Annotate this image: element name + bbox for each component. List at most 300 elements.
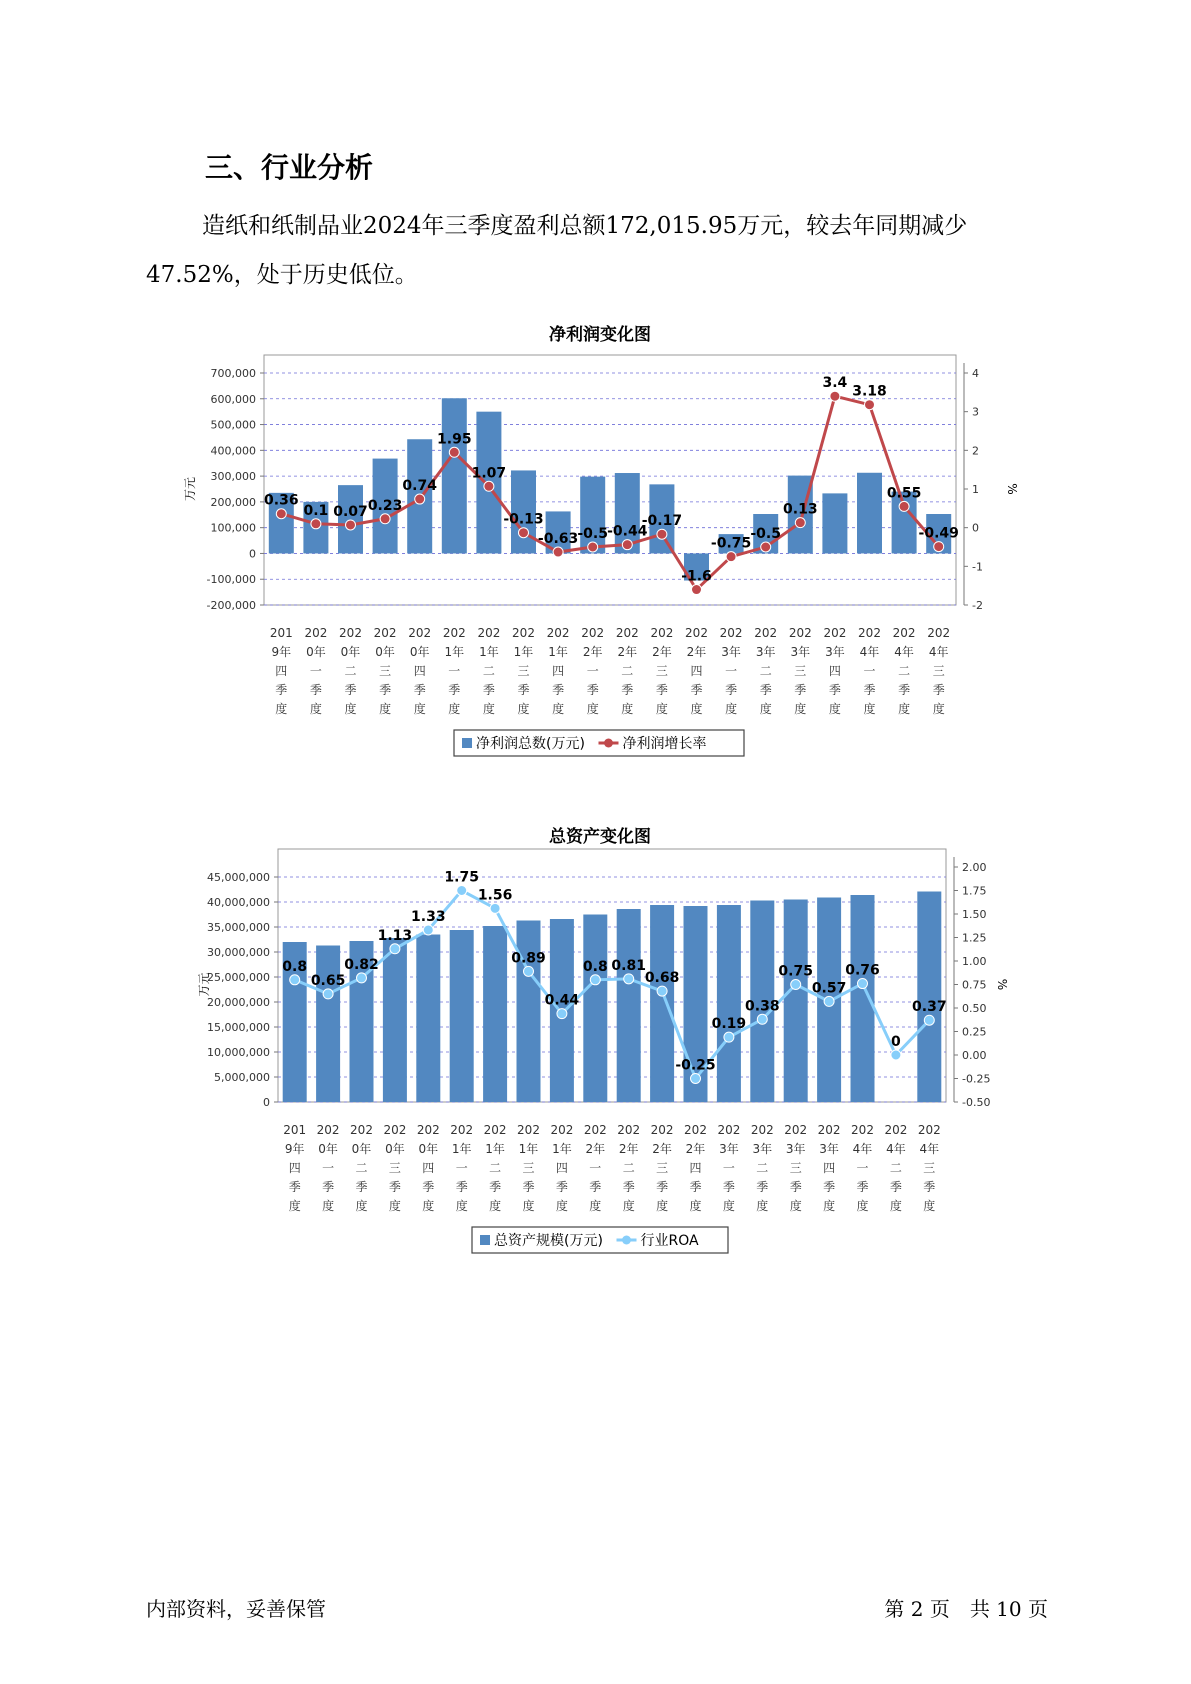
x-tick-label: 202 <box>350 1123 373 1137</box>
x-tick-label: 0年 <box>340 645 361 659</box>
data-label: 0.37 <box>912 999 947 1016</box>
line-point <box>290 975 300 985</box>
line-point <box>357 973 367 983</box>
x-tick-label: 202 <box>851 1123 874 1137</box>
data-label: 1.95 <box>437 431 472 448</box>
x-tick-label: 202 <box>550 1123 574 1137</box>
x-tick-label: 1年 <box>548 645 568 659</box>
x-tick-label: 度 <box>622 1199 635 1213</box>
x-tick-label: 202 <box>884 1123 908 1137</box>
y-tick-label: 10,000,000 <box>207 1046 270 1059</box>
x-tick-label: 季 <box>898 683 911 697</box>
x-tick-label: 202 <box>754 626 778 640</box>
y-tick-label: 0 <box>263 1096 270 1109</box>
x-tick-label: 1年 <box>444 645 465 659</box>
x-tick-label: 四 <box>422 1161 435 1175</box>
footer-note: 内部资料，妥善保管 <box>146 1597 326 1621</box>
x-tick-label: 202 <box>477 626 501 640</box>
x-tick-label: 2年 <box>685 1142 706 1156</box>
x-tick-label: 度 <box>621 702 634 716</box>
x-tick-label: 202 <box>373 626 397 640</box>
x-tick-label: 一 <box>322 1161 335 1175</box>
y2-tick-label: 3 <box>972 405 979 419</box>
data-label: 0.07 <box>333 503 368 520</box>
chart-title: 总资产变化图 <box>549 827 651 847</box>
x-tick-label: 2年 <box>617 645 638 659</box>
line-point <box>323 989 333 999</box>
x-tick-label: 季 <box>656 1180 669 1194</box>
y-tick-label: 25,000,000 <box>207 971 270 984</box>
x-tick-label: 四 <box>413 664 426 678</box>
x-tick-label: 四 <box>823 1161 836 1175</box>
x-tick-label: 202 <box>823 626 847 640</box>
x-tick-label: 季 <box>448 683 461 697</box>
line-point <box>423 925 433 935</box>
data-label: -0.63 <box>537 531 579 548</box>
x-tick-label: 202 <box>517 1123 540 1137</box>
data-label: 1.75 <box>444 869 479 886</box>
x-tick-label: 202 <box>316 1123 340 1137</box>
line-point <box>692 585 702 595</box>
y-tick-label: 0 <box>249 547 256 561</box>
x-tick-label: 9年 <box>284 1142 305 1156</box>
x-tick-label: 四 <box>828 664 841 678</box>
x-tick-label: 202 <box>383 1123 407 1137</box>
x-tick-label: 202 <box>546 626 570 640</box>
x-tick-label: 一 <box>589 1161 602 1175</box>
y-tick-label: 700,000 <box>210 367 256 380</box>
x-tick-label: 度 <box>388 1199 401 1213</box>
x-tick-label: 度 <box>725 702 738 716</box>
y2-tick-label: 0 <box>972 521 979 535</box>
x-tick-label: 度 <box>344 702 357 716</box>
x-tick-label: 三 <box>655 664 668 678</box>
x-tick-label: 度 <box>589 1199 602 1213</box>
net-profit-chart-svg <box>0 310 1191 770</box>
x-tick-label: 季 <box>856 1180 869 1194</box>
x-tick-label: 度 <box>789 1199 802 1213</box>
x-tick-label: 季 <box>344 683 357 697</box>
data-label: 0.38 <box>745 998 780 1015</box>
legend-line-label: 行业ROA <box>640 1233 699 1249</box>
x-tick-label: 度 <box>275 702 288 716</box>
x-tick-label: 一 <box>722 1161 735 1175</box>
x-tick-label: 季 <box>522 1180 535 1194</box>
x-tick-label: 202 <box>408 626 432 640</box>
x-tick-label: 3年 <box>785 1142 806 1156</box>
x-tick-label: 202 <box>685 626 708 640</box>
x-tick-label: 202 <box>684 1123 707 1137</box>
x-tick-label: 202 <box>483 1123 507 1137</box>
x-tick-label: 度 <box>448 702 461 716</box>
x-tick-label: 1年 <box>485 1142 505 1156</box>
bar <box>416 935 440 1103</box>
legend-line-marker <box>622 1236 631 1245</box>
x-tick-label: 0年 <box>375 645 395 659</box>
line-point <box>657 529 667 539</box>
x-tick-label: 度 <box>856 1199 869 1213</box>
data-label: 0.68 <box>644 970 680 987</box>
y-tick-label: 45,000,000 <box>207 871 270 884</box>
line-point <box>624 974 634 984</box>
bar <box>442 398 467 553</box>
x-tick-label: 四 <box>689 1161 702 1175</box>
x-tick-label: 度 <box>863 702 876 716</box>
y2-tick-label: 1.25 <box>962 931 987 945</box>
x-tick-label: 季 <box>355 1180 368 1194</box>
x-tick-label: 202 <box>917 1123 941 1137</box>
data-label: 1.13 <box>377 927 413 944</box>
data-label: -0.17 <box>641 513 683 530</box>
x-tick-label: 3年 <box>752 1142 773 1156</box>
line-point <box>934 542 944 552</box>
y2-tick-label: -1 <box>972 560 983 574</box>
x-tick-label: 季 <box>823 1180 836 1194</box>
bar <box>784 900 808 1103</box>
bar <box>383 938 407 1102</box>
x-tick-label: 202 <box>512 626 535 640</box>
x-tick-label: 三 <box>794 664 807 678</box>
x-tick-label: 季 <box>923 1180 936 1194</box>
x-tick-label: 季 <box>690 683 703 697</box>
x-tick-label: 2年 <box>582 645 603 659</box>
line-point <box>276 509 286 519</box>
legend-line-marker <box>604 739 613 748</box>
data-label: -0.13 <box>503 511 544 528</box>
x-tick-label: 三 <box>656 1161 669 1175</box>
x-tick-label: 一 <box>863 664 876 678</box>
data-label: 0.76 <box>845 962 880 979</box>
x-tick-label: 度 <box>823 1199 836 1213</box>
x-tick-label: 1年 <box>518 1142 539 1156</box>
x-tick-label: 度 <box>455 1199 468 1213</box>
x-tick-label: 4年 <box>928 645 949 659</box>
y-tick-label: 15,000,000 <box>207 1021 270 1034</box>
x-tick-label: 4年 <box>859 645 880 659</box>
x-tick-label: 度 <box>555 1199 568 1213</box>
bar <box>316 946 340 1103</box>
y-tick-label: 30,000,000 <box>207 946 270 959</box>
x-tick-label: 202 <box>719 626 743 640</box>
x-tick-label: 202 <box>750 1123 774 1137</box>
data-label: 0.74 <box>402 478 437 495</box>
legend-bar-label: 总资产规模(万元) <box>494 1233 603 1249</box>
data-label: 0.36 <box>264 492 299 509</box>
x-tick-label: 季 <box>322 1180 335 1194</box>
x-tick-label: 1年 <box>513 645 534 659</box>
x-tick-label: 度 <box>656 1199 669 1213</box>
chart-title: 净利润变化图 <box>549 325 651 345</box>
line-point <box>415 494 425 504</box>
x-tick-label: 季 <box>482 683 495 697</box>
x-tick-label: 季 <box>275 683 288 697</box>
x-tick-label: 度 <box>932 702 945 716</box>
x-tick-label: 二 <box>489 1161 502 1175</box>
data-label: 0.57 <box>811 980 847 997</box>
line-point <box>524 966 534 976</box>
bar <box>917 892 941 1103</box>
y2-tick-label: -2 <box>972 599 983 612</box>
line-point <box>724 1032 734 1042</box>
x-tick-label: 一 <box>455 1161 468 1175</box>
x-tick-label: 季 <box>379 683 392 697</box>
y-tick-label: 600,000 <box>210 392 256 406</box>
line-point <box>390 944 400 954</box>
x-tick-label: 二 <box>898 664 911 678</box>
x-tick-label: 三 <box>932 664 945 678</box>
data-label: -0.49 <box>918 525 959 542</box>
y2-tick-label: 1.75 <box>962 884 987 898</box>
x-tick-label: 度 <box>923 1199 936 1213</box>
y2-tick-label: -0.50 <box>962 1096 991 1109</box>
x-tick-label: 季 <box>889 1180 902 1194</box>
y2-tick-label: 2.00 <box>962 861 987 874</box>
data-label: 0.8 <box>582 958 608 975</box>
page-number: 第 2 页 共 10 页 <box>884 1597 1048 1621</box>
line-point <box>449 447 459 457</box>
x-tick-label: 度 <box>422 1199 435 1213</box>
x-tick-label: 度 <box>379 702 392 716</box>
y2-tick-label: 0.25 <box>962 1025 987 1039</box>
x-tick-label: 四 <box>552 664 565 678</box>
x-tick-label: 季 <box>655 683 668 697</box>
x-tick-label: 9年 <box>271 645 292 659</box>
x-tick-label: 二 <box>756 1161 769 1175</box>
y-tick-label: 20,000,000 <box>207 996 270 1009</box>
x-tick-label: 度 <box>722 1199 735 1213</box>
x-tick-label: 2年 <box>686 645 707 659</box>
y-tick-label: -100,000 <box>206 573 256 587</box>
data-label: 0.23 <box>367 497 403 514</box>
x-tick-label: 二 <box>622 1161 635 1175</box>
y-axis-label: 万元 <box>183 476 197 502</box>
y2-tick-label: 1 <box>972 483 979 496</box>
x-tick-label: 201 <box>283 1123 307 1137</box>
data-label: 0.44 <box>544 992 580 1009</box>
x-tick-label: 度 <box>794 702 807 716</box>
x-tick-label: 季 <box>828 683 841 697</box>
line-point <box>657 986 667 996</box>
x-tick-label: 202 <box>784 1123 808 1137</box>
x-tick-label: 四 <box>288 1161 301 1175</box>
data-label: 0.8 <box>282 958 308 975</box>
x-tick-label: 度 <box>586 702 599 716</box>
x-tick-label: 季 <box>422 1180 435 1194</box>
line-point <box>924 1015 934 1025</box>
x-tick-label: 3年 <box>719 1142 739 1156</box>
x-tick-label: 季 <box>552 683 565 697</box>
x-tick-label: 季 <box>932 683 945 697</box>
data-label: 0.65 <box>310 972 346 989</box>
line-point <box>457 886 467 896</box>
bar <box>857 473 882 554</box>
x-tick-label: 度 <box>413 702 426 716</box>
x-tick-label: 202 <box>450 1123 474 1137</box>
legend-bar-label: 净利润总数(万元) <box>476 736 585 752</box>
x-tick-label: 1年 <box>552 1142 572 1156</box>
x-tick-label: 202 <box>442 626 466 640</box>
y-tick-label: 40,000,000 <box>207 896 270 909</box>
x-tick-label: 度 <box>552 702 565 716</box>
x-tick-label: 2年 <box>618 1142 639 1156</box>
x-tick-label: 1年 <box>451 1142 472 1156</box>
data-label: -0.5 <box>577 526 609 542</box>
data-label: 0.13 <box>783 501 818 518</box>
data-label: -0.25 <box>675 1057 716 1074</box>
x-tick-label: 202 <box>581 626 605 640</box>
x-tick-label: 度 <box>517 702 530 716</box>
y-axis-label: 万元 <box>197 972 211 997</box>
y2-tick-label: 2 <box>972 444 979 458</box>
bar <box>517 921 541 1103</box>
x-tick-label: 季 <box>756 1180 769 1194</box>
x-tick-label: 三 <box>789 1161 802 1175</box>
bar <box>483 926 507 1102</box>
x-tick-label: 2年 <box>652 1142 672 1156</box>
x-tick-label: 季 <box>288 1180 301 1194</box>
data-label: 3.18 <box>852 383 887 400</box>
x-tick-label: 四 <box>690 664 703 678</box>
data-label: 0.89 <box>511 950 546 967</box>
y-tick-label: -200,000 <box>206 599 256 612</box>
x-tick-label: 四 <box>275 664 288 678</box>
y-tick-label: 100,000 <box>210 521 256 535</box>
x-tick-label: 一 <box>309 664 322 678</box>
x-tick-label: 1年 <box>479 645 499 659</box>
line-point <box>891 1050 901 1060</box>
x-tick-label: 202 <box>416 1123 440 1137</box>
line-point <box>858 979 868 989</box>
data-label: 1.07 <box>471 465 507 482</box>
x-tick-label: 202 <box>615 626 639 640</box>
data-label: -0.5 <box>750 526 782 542</box>
data-label: 1.56 <box>477 887 513 904</box>
x-tick-label: 一 <box>856 1161 869 1175</box>
y2-tick-label: 1.00 <box>962 955 987 968</box>
x-tick-label: 202 <box>817 1123 841 1137</box>
x-tick-label: 季 <box>555 1180 568 1194</box>
line-point <box>791 980 801 990</box>
x-tick-label: 度 <box>690 702 703 716</box>
x-tick-label: 三 <box>923 1161 936 1175</box>
x-tick-label: 三 <box>517 664 530 678</box>
legend-bar-swatch <box>462 738 472 748</box>
x-tick-label: 2年 <box>585 1142 606 1156</box>
data-label: 0.1 <box>303 502 329 519</box>
x-tick-label: 季 <box>863 683 876 697</box>
data-label: -0.44 <box>607 523 648 540</box>
data-label: -1.6 <box>681 568 712 585</box>
x-tick-label: 季 <box>388 1180 401 1194</box>
x-tick-label: 202 <box>650 1123 674 1137</box>
bar <box>583 915 607 1103</box>
x-tick-label: 0年 <box>418 1142 439 1156</box>
line-point <box>490 903 500 913</box>
legend-bar-swatch <box>480 1235 490 1245</box>
x-tick-label: 季 <box>622 1180 635 1194</box>
x-tick-label: 一 <box>586 664 599 678</box>
y-tick-label: 200,000 <box>210 495 256 509</box>
x-tick-label: 度 <box>689 1199 702 1213</box>
data-label: 0.82 <box>344 956 379 973</box>
x-tick-label: 202 <box>617 1123 641 1137</box>
data-label: 0 <box>891 1034 901 1050</box>
x-tick-label: 度 <box>889 1199 902 1213</box>
x-tick-label: 四 <box>555 1161 568 1175</box>
x-tick-label: 三 <box>522 1161 535 1175</box>
x-tick-label: 度 <box>898 702 911 716</box>
x-tick-label: 季 <box>725 683 738 697</box>
data-label: 0.81 <box>611 957 646 974</box>
data-label: 0.55 <box>886 485 922 502</box>
y2-tick-label: 0.00 <box>962 1049 987 1062</box>
x-tick-label: 一 <box>448 664 461 678</box>
line-point <box>588 542 598 552</box>
x-tick-label: 度 <box>355 1199 368 1213</box>
y-tick-label: 500,000 <box>210 418 256 432</box>
x-tick-label: 季 <box>589 1180 602 1194</box>
total-assets-chart <box>0 812 1191 1272</box>
y-tick-label: 35,000,000 <box>207 921 270 934</box>
net-profit-chart <box>0 310 1191 770</box>
x-tick-label: 一 <box>725 664 738 678</box>
x-tick-label: 0年 <box>306 645 326 659</box>
line-point <box>484 481 494 491</box>
x-tick-label: 202 <box>304 626 328 640</box>
x-tick-label: 二 <box>889 1161 902 1175</box>
line-point <box>311 519 321 529</box>
x-tick-label: 二 <box>355 1161 368 1175</box>
x-tick-label: 度 <box>522 1199 535 1213</box>
x-tick-label: 0年 <box>385 1142 405 1156</box>
line-point <box>519 528 529 538</box>
x-tick-label: 季 <box>309 683 322 697</box>
x-tick-label: 3年 <box>755 645 776 659</box>
x-tick-label: 202 <box>892 626 916 640</box>
x-tick-label: 季 <box>794 683 807 697</box>
x-tick-label: 202 <box>717 1123 741 1137</box>
x-tick-label: 度 <box>828 702 841 716</box>
line-point <box>899 501 909 511</box>
x-tick-label: 二 <box>344 664 357 678</box>
x-tick-label: 4年 <box>894 645 914 659</box>
x-tick-label: 0年 <box>351 1142 372 1156</box>
section-title: 三、行业分析 <box>205 151 374 184</box>
bar <box>450 930 474 1102</box>
y2-tick-label: 0.50 <box>962 1002 987 1015</box>
x-tick-label: 0年 <box>318 1142 338 1156</box>
x-tick-label: 3年 <box>721 645 741 659</box>
x-tick-label: 202 <box>788 626 812 640</box>
line-point <box>761 542 771 552</box>
x-tick-label: 季 <box>586 683 599 697</box>
data-label: 3.4 <box>822 375 848 392</box>
x-tick-label: 度 <box>288 1199 301 1213</box>
x-tick-label: 季 <box>621 683 634 697</box>
y2-tick-label: -0.25 <box>962 1072 991 1086</box>
x-tick-label: 3年 <box>790 645 811 659</box>
x-tick-label: 4年 <box>886 1142 906 1156</box>
line-point <box>726 552 736 562</box>
y2-tick-label: 0.75 <box>962 978 987 992</box>
x-tick-label: 季 <box>759 683 772 697</box>
data-label: -0.75 <box>710 535 752 552</box>
line-point <box>691 1074 701 1084</box>
line-point <box>795 518 805 528</box>
data-label: 0.19 <box>711 1016 747 1033</box>
line-point <box>346 520 356 530</box>
line-point <box>824 996 834 1006</box>
